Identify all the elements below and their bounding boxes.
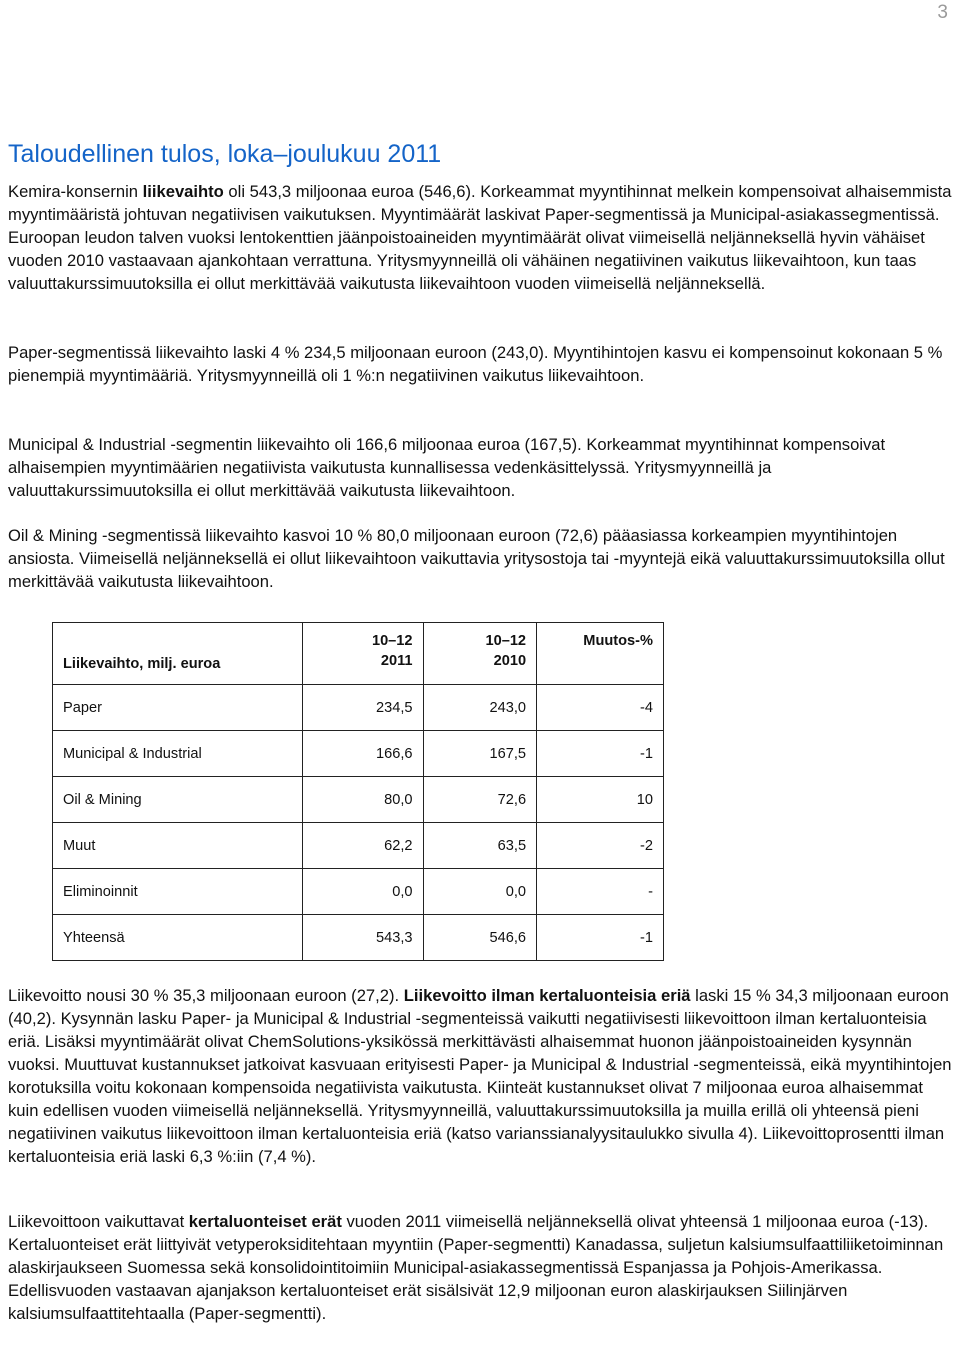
bold-term: kertaluonteiset erät [188, 1212, 342, 1231]
row-2010: 63,5 [423, 823, 537, 869]
row-change: -2 [537, 823, 664, 869]
table-row [53, 731, 664, 777]
section-title: Taloudellinen tulos, loka–joulukuu 2011 [8, 140, 442, 168]
paragraph-non-recurring: Liikevoittoon vaikuttavat kertaluonteiset erät vuoden 2011 viimeisellä neljänneksellä olivat yhteensä 1 miljoonaa euroa (-13). Kertaluonteiset erät liittyivät vetyperoksiditehtaan myyntiin (Paper-segmentti) Kanadassa, suljetun kalsiumsulfaattiliiketoiminnan alaskirjaukseen Suomessa sekä konsolidointitoimiin Municipal-asiakassegmentissä Espanjassa ja Pohjois-Amerikassa. Edellisvuoden vastaavan ajanjakson kertaluonteiset erät sisälsivät 12,9 miljoonan euron alaskirjauksen Siilinjärven kalsiumsulfaattitehtaalla (Paper-segmentti). [8, 1212, 944, 1323]
row-name: Municipal & Industrial [53, 731, 303, 777]
row-change: -1 [537, 915, 664, 961]
row-name: Oil & Mining [53, 777, 303, 823]
table-header-row [53, 623, 664, 685]
row-2011: 166,6 [303, 731, 423, 777]
row-change: 10 [537, 777, 664, 823]
row-2011: 80,0 [303, 777, 423, 823]
header-change: Muutos-% [537, 623, 664, 685]
bold-term: liikevaihto [142, 182, 224, 201]
page-number: 3 [937, 2, 948, 23]
row-change: - [537, 869, 664, 915]
header-2011: 10–12 2011 [303, 623, 423, 685]
table-row [53, 777, 664, 823]
row-2010: 243,0 [423, 685, 537, 731]
paragraph-revenue: Kemira-konsernin liikevaihto oli 543,3 miljoonaa euroa (546,6). Korkeammat myyntihinnat melkein kompensoivat alhaisemmista myyntimääristä johtuvan negatiivisen vaikutuksen. Myyntimäärät laskivat Paper-segmentissä ja Municipal-asiakassegmentissä. Euroopan leudon talven vuoksi lentokenttien jäänpoistoaineiden myyntimäärät olivat viimeisellä neljänneksellä hyvin vähäiset vuoden 2010 vastaavaan ajankohtaan verrattuna. Yritysmyynneillä oli vähäinen negatiivinen vaikutus liikevaihtoon, kun taas valuuttakurssimuutoksilla ei ollut merkittävää vaikutusta liikevaihtoon vuoden viimeisellä neljänneksellä. [8, 182, 952, 293]
row-name: Yhteensä [53, 915, 303, 961]
header-label: Liikevaihto, milj. euroa [53, 623, 303, 685]
table-row [53, 685, 664, 731]
revenue-table [52, 622, 664, 961]
bold-term: Liikevoitto ilman kertaluonteisia eriä [403, 986, 691, 1005]
row-2011: 543,3 [303, 915, 423, 961]
row-change: -1 [537, 731, 664, 777]
paragraph-municipal: Municipal & Industrial -segmentin liikevaihto oli 166,6 miljoonaa euroa (167,5). Korkeammat myyntihinnat kompensoivat alhaisempien myyntimäärien negatiivista vaikutusta kunnallisessa vedenkäsittelyssä. Yritysmyynneillä ja valuuttakurssimuutoksilla ei ollut merkittävää vaikutusta liikevaihtoon. [8, 435, 886, 500]
row-2010: 546,6 [423, 915, 537, 961]
row-2010: 72,6 [423, 777, 537, 823]
row-2010: 0,0 [423, 869, 537, 915]
row-2010: 167,5 [423, 731, 537, 777]
table-row [53, 915, 664, 961]
table-row [53, 869, 664, 915]
row-2011: 0,0 [303, 869, 423, 915]
paragraph-operating-profit: Liikevoitto nousi 30 % 35,3 miljoonaan euroon (27,2). Liikevoitto ilman kertaluonteisia eriä laski 15 % 34,3 miljoonaan euroon (40,2). Kysynnän lasku Paper- ja Municipal & Industrial -segmenteissä vaikutti negatiivisesti liikevoittoon ilman kertaluonteisia eriä. Lisäksi myyntimäärät olivat ChemSolutions-yksikössä merkittävästi alhaisemmat huonon jäänpoistoaineiden kysynnän vuoksi. Muuttuvat kustannukset jatkoivat kasvuaan erityisesti Paper- ja Municipal & Industrial -segmenteissä, eikä myyntihintojen korotuksilla voitu kokonaan kompensoida negatiivista vaikutusta. Kiinteät kustannukset olivat 7 miljoonaa euroa alhaisemmat kuin edellisen vuoden viimeisellä neljänneksellä. Yritysmyynneillä, valuuttakurssimuutoksilla ja muilla erillä oli yhteensä pieni negatiivinen vaikutus liikevoittoon ilman kertaluonteisia eriä (katso varianssianalyysitaulukko sivulla 4). Liikevoittoprosentti ilman kertaluonteisia eriä laski 6,3 %:iin (7,4 %). [8, 986, 952, 1166]
row-change: -4 [537, 685, 664, 731]
row-2011: 234,5 [303, 685, 423, 731]
paragraph-oil-mining: Oil & Mining -segmentissä liikevaihto kasvoi 10 % 80,0 miljoonaan euroon (72,6) pääasiassa korkeampien myyntihintojen ansiosta. Viimeisellä neljänneksellä ei ollut liikevaihtoon vaikuttavia yritysostoja tai -myyntejä eikä valuuttakurssimuutoksilla ollut merkittävää vaikutusta liikevaihtoon. [8, 526, 945, 591]
table-row [53, 823, 664, 869]
paragraph-paper: Paper-segmentissä liikevaihto laski 4 % 234,5 miljoonaan euroon (243,0). Myyntihintojen kasvu ei kompensoinut kokonaan 5 % pienempiä myyntimääriä. Yritysmyynneillä oli 1 %:n negatiivinen vaikutus liikevaihtoon. [8, 343, 943, 385]
row-name: Paper [53, 685, 303, 731]
row-name: Eliminoinnit [53, 869, 303, 915]
header-2010: 10–12 2010 [423, 623, 537, 685]
row-2011: 62,2 [303, 823, 423, 869]
row-name: Muut [53, 823, 303, 869]
